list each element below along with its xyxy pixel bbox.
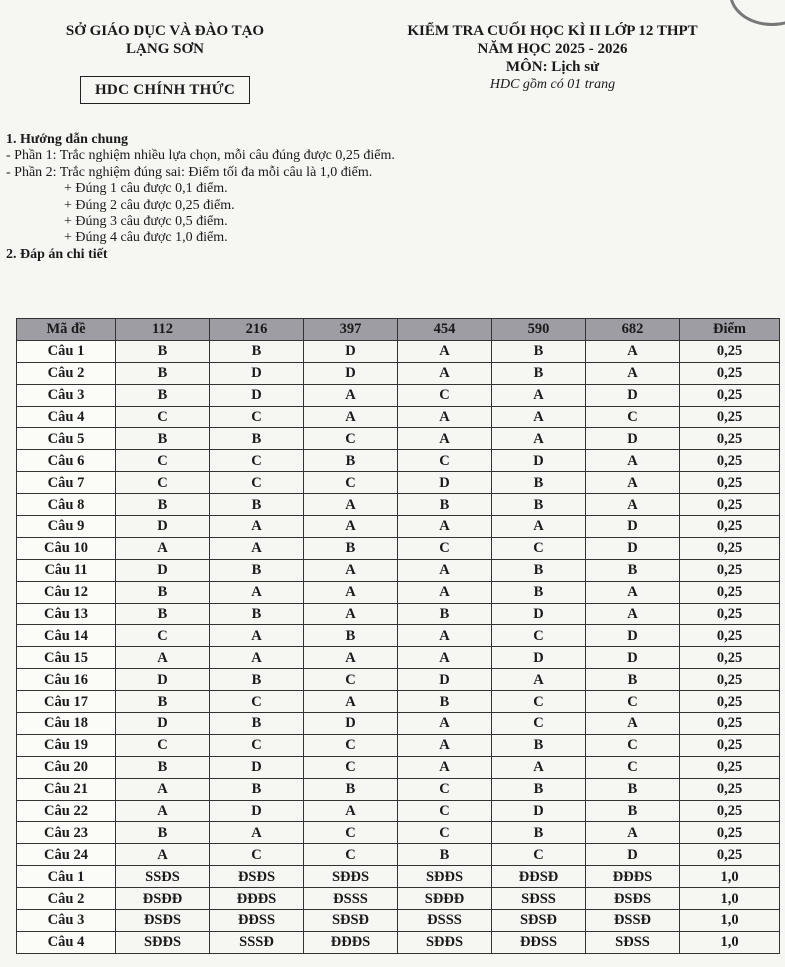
answer-cell: D [116,516,210,538]
answer-cell: B [116,384,210,406]
answer-cell: ĐĐSS [210,910,304,932]
exam-header [355,22,750,94]
answer-cell: A [116,537,210,559]
answer-cell: A [398,625,492,647]
answer-cell: A [586,362,680,384]
answer-cell: D [210,756,304,778]
score-cell: 0,25 [680,450,780,472]
answer-cell: B [116,756,210,778]
question-label-cell: Câu 13 [17,603,116,625]
answer-cell: D [586,516,680,538]
answer-cell: ĐSĐS [116,910,210,932]
answer-cell: B [210,603,304,625]
table-row [17,581,780,603]
score-cell: 0,25 [680,362,780,384]
answer-cell: SĐSS [492,888,586,910]
table-row [17,691,780,713]
answer-cell: A [304,406,398,428]
table-header-row [17,319,780,341]
answer-cell: A [398,756,492,778]
score-cell: 0,25 [680,559,780,581]
table-row [17,910,780,932]
answer-cell: C [398,778,492,800]
answer-cell: C [210,406,304,428]
question-label-cell: Câu 22 [17,800,116,822]
table-row [17,472,780,494]
answer-cell: B [210,494,304,516]
answer-cell: A [304,559,398,581]
answer-cell: B [398,603,492,625]
answer-cell: ĐĐĐS [210,888,304,910]
answer-cell: D [586,844,680,866]
answer-cell: A [210,625,304,647]
question-label-cell: Câu 11 [17,559,116,581]
table-row [17,800,780,822]
answer-cell: B [210,778,304,800]
question-label-cell: Câu 21 [17,778,116,800]
answer-cell: B [398,844,492,866]
answer-cell: C [116,625,210,647]
score-cell: 0,25 [680,516,780,538]
table-row [17,713,780,735]
table-row [17,603,780,625]
table-row [17,888,780,910]
guide-part-2: - Phần 2: Trắc nghiệm đúng sai: Điểm tối đa mỗi câu là 1,0 điểm. [6,164,373,180]
answer-cell: C [304,669,398,691]
answer-cell: A [586,494,680,516]
table-row [17,340,780,362]
answer-cell: C [116,406,210,428]
score-cell: 0,25 [680,472,780,494]
answer-cell: B [304,450,398,472]
score-cell: 0,25 [680,384,780,406]
answer-cell: A [304,691,398,713]
answer-cell: C [586,756,680,778]
answer-cell: SĐSĐ [492,910,586,932]
answer-cell: D [210,384,304,406]
answer-cell: B [586,800,680,822]
answer-cell: D [586,647,680,669]
answer-cell: A [304,800,398,822]
answer-cell: B [116,603,210,625]
answer-cell: A [116,647,210,669]
answer-cell: D [398,669,492,691]
score-cell: 0,25 [680,581,780,603]
score-cell: 0,25 [680,494,780,516]
score-cell: 1,0 [680,931,780,953]
table-row [17,778,780,800]
answer-cell: A [304,647,398,669]
school-year: NĂM HỌC 2025 - 2026 [477,41,628,57]
answer-cell: B [116,822,210,844]
answer-cell: C [398,384,492,406]
answer-cell: ĐĐĐS [304,931,398,953]
answer-cell: ĐĐSS [492,931,586,953]
answer-cell: A [492,428,586,450]
exam-title: KIỂM TRA CUỐI HỌC KÌ II LỚP 12 THPT [407,23,698,39]
answer-cell: D [586,537,680,559]
answer-cell: C [304,428,398,450]
answer-cell: SĐĐS [116,931,210,953]
answer-cell: C [210,472,304,494]
table-row [17,450,780,472]
score-cell: 0,25 [680,647,780,669]
answer-cell: A [398,428,492,450]
answer-cell: A [492,756,586,778]
answer-cell: D [210,800,304,822]
answer-cell: D [398,472,492,494]
answer-cell: C [210,844,304,866]
table-header-cell: 216 [210,319,304,341]
page-note: HDC gồm có 01 trang [489,77,616,92]
answer-cell: C [304,822,398,844]
answer-cell: C [210,734,304,756]
answer-cell: A [586,603,680,625]
answer-cell: D [492,450,586,472]
answer-cell: B [210,428,304,450]
answer-cell: A [398,516,492,538]
table-row [17,428,780,450]
answer-cell: A [586,340,680,362]
question-label-cell: Câu 2 [17,362,116,384]
answer-cell: B [210,669,304,691]
answer-cell: A [398,362,492,384]
answer-cell: A [586,450,680,472]
table-header-cell: 397 [304,319,398,341]
table-row [17,406,780,428]
question-label-cell: Câu 18 [17,713,116,735]
answer-cell: A [116,800,210,822]
guide-rule: + Đúng 3 câu được 0,5 điểm. [64,214,228,230]
table-row [17,647,780,669]
answer-key-table [16,318,780,954]
answer-cell: B [492,494,586,516]
answer-cell: A [304,494,398,516]
answer-cell: D [586,625,680,647]
answer-cell: B [304,625,398,647]
answer-cell: D [304,713,398,735]
answer-cell: ĐSSS [304,888,398,910]
answer-cell: SĐSĐ [304,910,398,932]
answer-cell: A [492,516,586,538]
score-cell: 0,25 [680,756,780,778]
question-label-cell: Câu 3 [17,910,116,932]
answer-cell: C [492,625,586,647]
question-label-cell: Câu 5 [17,428,116,450]
answer-cell: D [304,340,398,362]
answer-cell: B [116,340,210,362]
answer-cell: A [586,472,680,494]
answer-cell: B [586,559,680,581]
question-label-cell: Câu 17 [17,691,116,713]
answer-cell: B [116,691,210,713]
answer-cell: D [586,384,680,406]
question-label-cell: Câu 3 [17,384,116,406]
answer-cell: C [304,472,398,494]
answer-cell: C [398,537,492,559]
answer-cell: C [492,844,586,866]
official-label-box: HDC CHÍNH THỨC [80,76,250,104]
answer-cell: B [304,778,398,800]
answer-cell: C [398,450,492,472]
table-row [17,822,780,844]
answer-cell: B [398,494,492,516]
answer-cell: B [210,713,304,735]
answer-cell: B [116,362,210,384]
answer-cell: B [492,778,586,800]
score-cell: 0,25 [680,734,780,756]
answer-cell: B [492,472,586,494]
answer-cell: A [304,581,398,603]
question-label-cell: Câu 9 [17,516,116,538]
score-cell: 0,25 [680,844,780,866]
question-label-cell: Câu 7 [17,472,116,494]
answer-cell: A [586,822,680,844]
answer-cell: C [116,734,210,756]
answer-cell: A [210,581,304,603]
answer-cell: A [210,516,304,538]
answer-cell: A [586,581,680,603]
question-label-cell: Câu 12 [17,581,116,603]
answer-cell: D [492,800,586,822]
answer-cell: SSSĐ [210,931,304,953]
answer-cell: A [304,603,398,625]
question-label-cell: Câu 2 [17,888,116,910]
answer-cell: A [398,559,492,581]
table-header-cell: 454 [398,319,492,341]
table-row [17,362,780,384]
answer-cell: C [304,734,398,756]
answer-cell: ĐĐĐS [586,866,680,888]
answer-cell: C [210,450,304,472]
score-cell: 1,0 [680,888,780,910]
answer-cell: ĐSĐS [586,888,680,910]
answer-cell: A [398,581,492,603]
table-row [17,756,780,778]
answer-cell: A [304,516,398,538]
answer-cell: B [116,428,210,450]
answer-cell: C [586,734,680,756]
answer-cell: D [492,603,586,625]
question-label-cell: Câu 19 [17,734,116,756]
answer-cell: A [586,713,680,735]
question-label-cell: Câu 16 [17,669,116,691]
score-cell: 0,25 [680,669,780,691]
answer-cell: ĐSĐĐ [116,888,210,910]
table-row [17,537,780,559]
answer-cell: C [492,713,586,735]
answer-cell: ĐĐSĐ [492,866,586,888]
score-cell: 0,25 [680,406,780,428]
answer-cell: A [116,844,210,866]
answer-cell: A [492,669,586,691]
answer-cell: SĐĐS [304,866,398,888]
score-cell: 1,0 [680,910,780,932]
answer-cell: A [398,734,492,756]
answer-cell: D [586,428,680,450]
answer-cell: D [304,362,398,384]
answer-cell: C [398,800,492,822]
answer-cell: B [304,537,398,559]
table-row [17,625,780,647]
guide-heading: 1. Hướng dẫn chung [6,132,128,147]
answer-cell: A [398,647,492,669]
answer-cell: SĐĐĐ [398,888,492,910]
score-cell: 0,25 [680,428,780,450]
answer-cell: A [492,406,586,428]
question-label-cell: Câu 1 [17,866,116,888]
answer-cell: C [116,450,210,472]
answer-cell: B [116,494,210,516]
answer-cell: B [492,581,586,603]
answer-cell: B [398,691,492,713]
score-cell: 0,25 [680,340,780,362]
answer-cell: SĐSS [586,931,680,953]
question-label-cell: Câu 20 [17,756,116,778]
question-label-cell: Câu 4 [17,931,116,953]
general-guide [6,132,395,263]
table-row [17,866,780,888]
answer-cell: D [116,713,210,735]
department-header [40,22,290,104]
department-line-2: LẠNG SƠN [126,41,204,57]
score-cell: 0,25 [680,713,780,735]
table-header-cell: Mã đề [17,319,116,341]
answer-cell: B [492,362,586,384]
answer-cell: A [210,822,304,844]
score-cell: 0,25 [680,778,780,800]
answer-cell: B [586,669,680,691]
answer-cell: C [492,691,586,713]
table-row [17,931,780,953]
answer-cell: B [210,559,304,581]
question-label-cell: Câu 24 [17,844,116,866]
question-label-cell: Câu 15 [17,647,116,669]
table-row [17,384,780,406]
guide-part-1: - Phần 1: Trắc nghiệm nhiều lựa chọn, mỗi câu đúng được 0,25 điểm. [6,148,395,164]
answer-cell: SĐĐS [398,931,492,953]
score-cell: 1,0 [680,866,780,888]
answer-cell: ĐSSS [398,910,492,932]
answer-cell: B [116,581,210,603]
answer-cell: A [116,778,210,800]
answer-cell: ĐSSĐ [586,910,680,932]
score-cell: 0,25 [680,800,780,822]
question-label-cell: Câu 4 [17,406,116,428]
answer-cell: C [398,822,492,844]
answer-cell: B [586,778,680,800]
score-cell: 0,25 [680,537,780,559]
answer-cell: SĐĐS [398,866,492,888]
answer-cell: B [492,822,586,844]
answer-cell: C [586,691,680,713]
score-cell: 0,25 [680,822,780,844]
answer-cell: D [492,647,586,669]
answer-cell: A [304,384,398,406]
answer-cell: B [492,559,586,581]
question-label-cell: Câu 1 [17,340,116,362]
department-line-1: SỞ GIÁO DỤC VÀ ĐÀO TẠO [65,23,265,39]
guide-rule: + Đúng 2 câu được 0,25 điểm. [64,197,235,213]
answer-cell: B [492,734,586,756]
answer-cell: C [304,756,398,778]
answer-cell: C [304,844,398,866]
answer-cell: A [398,340,492,362]
answer-cell: D [116,669,210,691]
answer-cell: A [398,713,492,735]
score-cell: 0,25 [680,603,780,625]
answer-cell: B [210,340,304,362]
answer-cell: A [398,406,492,428]
answer-cell: C [210,691,304,713]
question-label-cell: Câu 14 [17,625,116,647]
answer-cell: A [210,537,304,559]
score-cell: 0,25 [680,691,780,713]
answer-cell: D [116,559,210,581]
guide-rule: + Đúng 1 câu được 0,1 điểm. [64,181,228,197]
table-row [17,669,780,691]
table-body [17,340,780,953]
answer-cell: ĐSĐS [210,866,304,888]
table-row [17,559,780,581]
guide-rule: + Đúng 4 câu được 1,0 điểm. [64,230,228,246]
answers-heading: 2. Đáp án chi tiết [6,246,108,262]
table-header-cell: 590 [492,319,586,341]
answer-cell: C [586,406,680,428]
answer-cell: B [492,340,586,362]
table-header-cell: 682 [586,319,680,341]
answer-cell: D [210,362,304,384]
answer-cell: C [116,472,210,494]
answer-cell: C [492,537,586,559]
table-row [17,844,780,866]
question-label-cell: Câu 8 [17,494,116,516]
table-row [17,494,780,516]
table-header-cell: Điểm [680,319,780,341]
answer-cell: SSĐS [116,866,210,888]
question-label-cell: Câu 6 [17,450,116,472]
table-row [17,516,780,538]
subject: MÔN: Lịch sử [505,59,600,75]
question-label-cell: Câu 23 [17,822,116,844]
score-cell: 0,25 [680,625,780,647]
answer-cell: A [210,647,304,669]
table-row [17,734,780,756]
question-label-cell: Câu 10 [17,537,116,559]
table-header-cell: 112 [116,319,210,341]
answer-cell: A [492,384,586,406]
